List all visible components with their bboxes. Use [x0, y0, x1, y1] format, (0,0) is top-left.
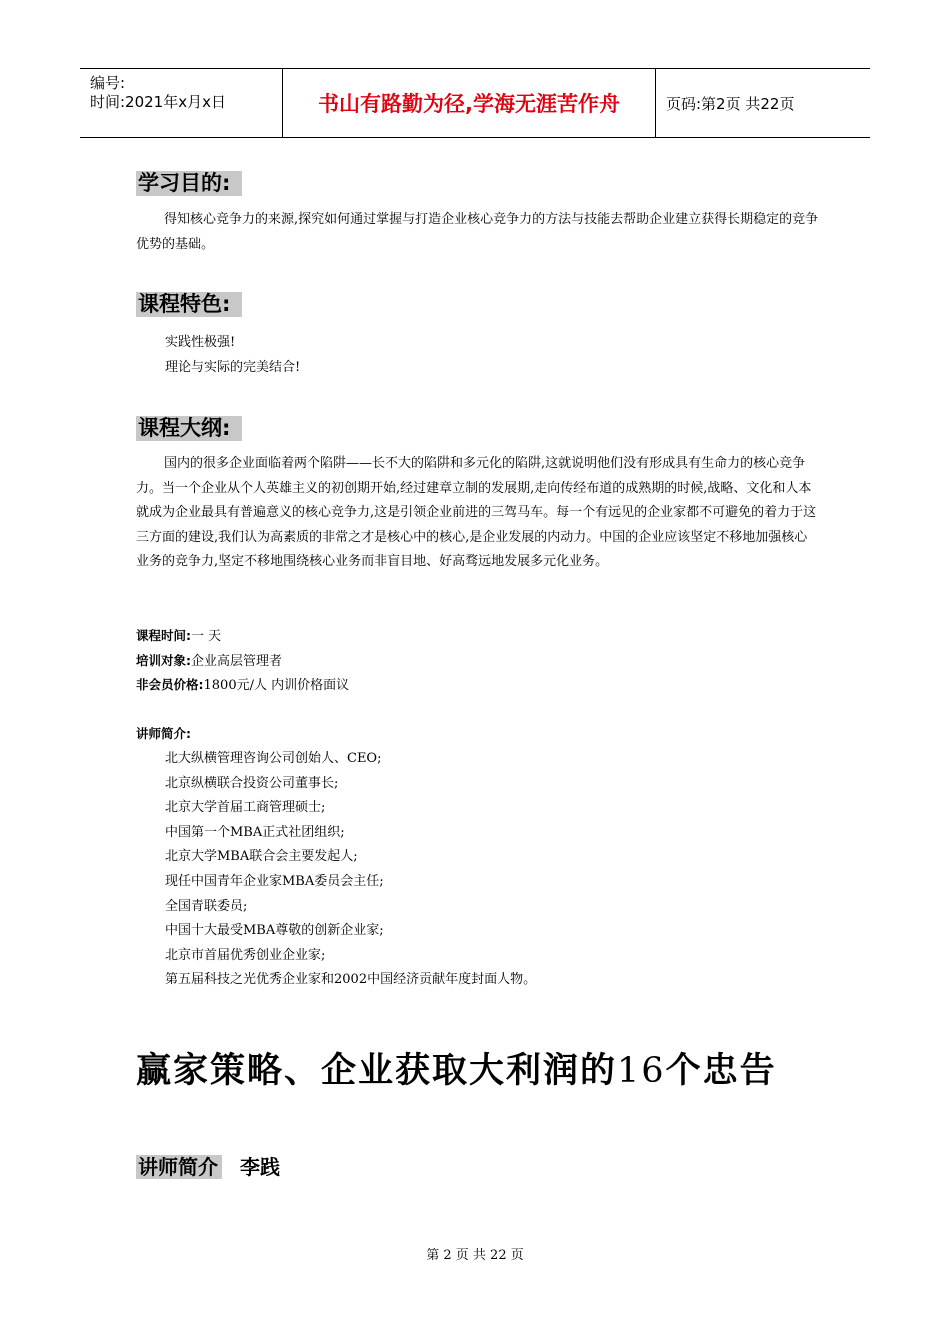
page-header: [80, 68, 870, 138]
lecturer-item: 第五届科技之光优秀企业家和2002中国经济贡献年度封面人物。: [165, 972, 537, 987]
goal-paragraph: [136, 208, 820, 257]
feature-item: 理论与实际的完美结合!: [165, 360, 301, 375]
lecturer-item: 北京市首届优秀创业企业家;: [165, 948, 326, 963]
lecturer-title: 讲师简介:: [136, 726, 191, 741]
course-time-label: 课程时间:: [136, 628, 191, 643]
number-label: 编号:: [90, 74, 126, 92]
training-target-value: 企业高层管理者: [191, 654, 283, 669]
price-label: 非会员价格:: [136, 677, 204, 692]
lecturer-item: 现任中国青年企业家MBA委员会主任;: [165, 874, 384, 889]
feature-item: 实践性极强!: [165, 335, 236, 350]
article-title-number: 16: [617, 1051, 666, 1091]
header-motto: 书山有路勤为径,学海无涯苦作舟: [282, 69, 656, 137]
lecturer-item: 北京大学首届工商管理硕士;: [165, 800, 326, 815]
outline-text: 国内的很多企业面临着两个陷阱——长不大的陷阱和多元化的陷阱,这就说明他们没有形成具有生命力的核心竞争力。当一个企业从个人英雄主义的初创期开始,经过建章立制的发展期,走向传经布道的成熟期的时候,战略、文化和人本就成为企业最具有普遍意义的核心竞争力,这是引领企业前进的三驾马车。每一个有远见的企业家都不可避免的着力于这三方面的建设,我们认为高素质的非常之才是核心中的核心,是企业发展的内动力。中国的企业应该坚定不移地加强核心业务的竞争力,坚定不移地围绕核心业务而非盲目地、好高骛远地发展多元化业务。: [136, 456, 817, 570]
lecturer-item: 中国第一个MBA正式社团组织;: [165, 825, 345, 840]
course-time-row: [136, 627, 221, 646]
lecturer-item: 中国十大最受MBA尊敬的创新企业家;: [165, 923, 384, 938]
page-footer: 第 2 页 共 22 页: [426, 1248, 524, 1263]
goal-text: 得知核心竞争力的来源,探究如何通过掌握与打造企业核心竞争力的方法与技能去帮助企业建立获得长期稳定的竞争优势的基础。: [136, 212, 819, 252]
price-row: [136, 676, 349, 695]
article-title: [136, 1046, 836, 1096]
header-page-info: 页码:第2页 共22页: [666, 94, 795, 113]
training-target-label: 培训对象:: [136, 653, 191, 668]
time-label: 时间:2021年x月x日: [90, 93, 226, 111]
article-lecturer-name: 李践: [240, 1155, 280, 1179]
article-title-part2: 个忠告: [665, 1051, 777, 1091]
lecturer-item: 北大纵横管理咨询公司创始人、CEO;: [165, 751, 382, 766]
course-time-value: 一 天: [191, 629, 222, 644]
article-title-part1: 赢家策略、企业获取大利润的: [136, 1051, 618, 1091]
lecturer-item: 北京大学MBA联合会主要发起人;: [165, 849, 358, 864]
outline-paragraph: [136, 452, 820, 575]
price-value: 1800元/人 内训价格面议: [203, 678, 350, 693]
goal-title: 学习目的:: [136, 171, 242, 196]
outline-title: 课程大纲:: [136, 416, 242, 441]
article-lecturer-label: 讲师简介: [136, 1155, 222, 1179]
training-target-row: [136, 652, 282, 671]
lecturer-item: 北京纵横联合投资公司董事长;: [165, 776, 339, 791]
header-left-cell: [80, 69, 282, 137]
feature-title: 课程特色:: [136, 292, 242, 317]
lecturer-item: 全国青联委员;: [165, 899, 248, 914]
article-lecturer-row: [136, 1155, 280, 1180]
